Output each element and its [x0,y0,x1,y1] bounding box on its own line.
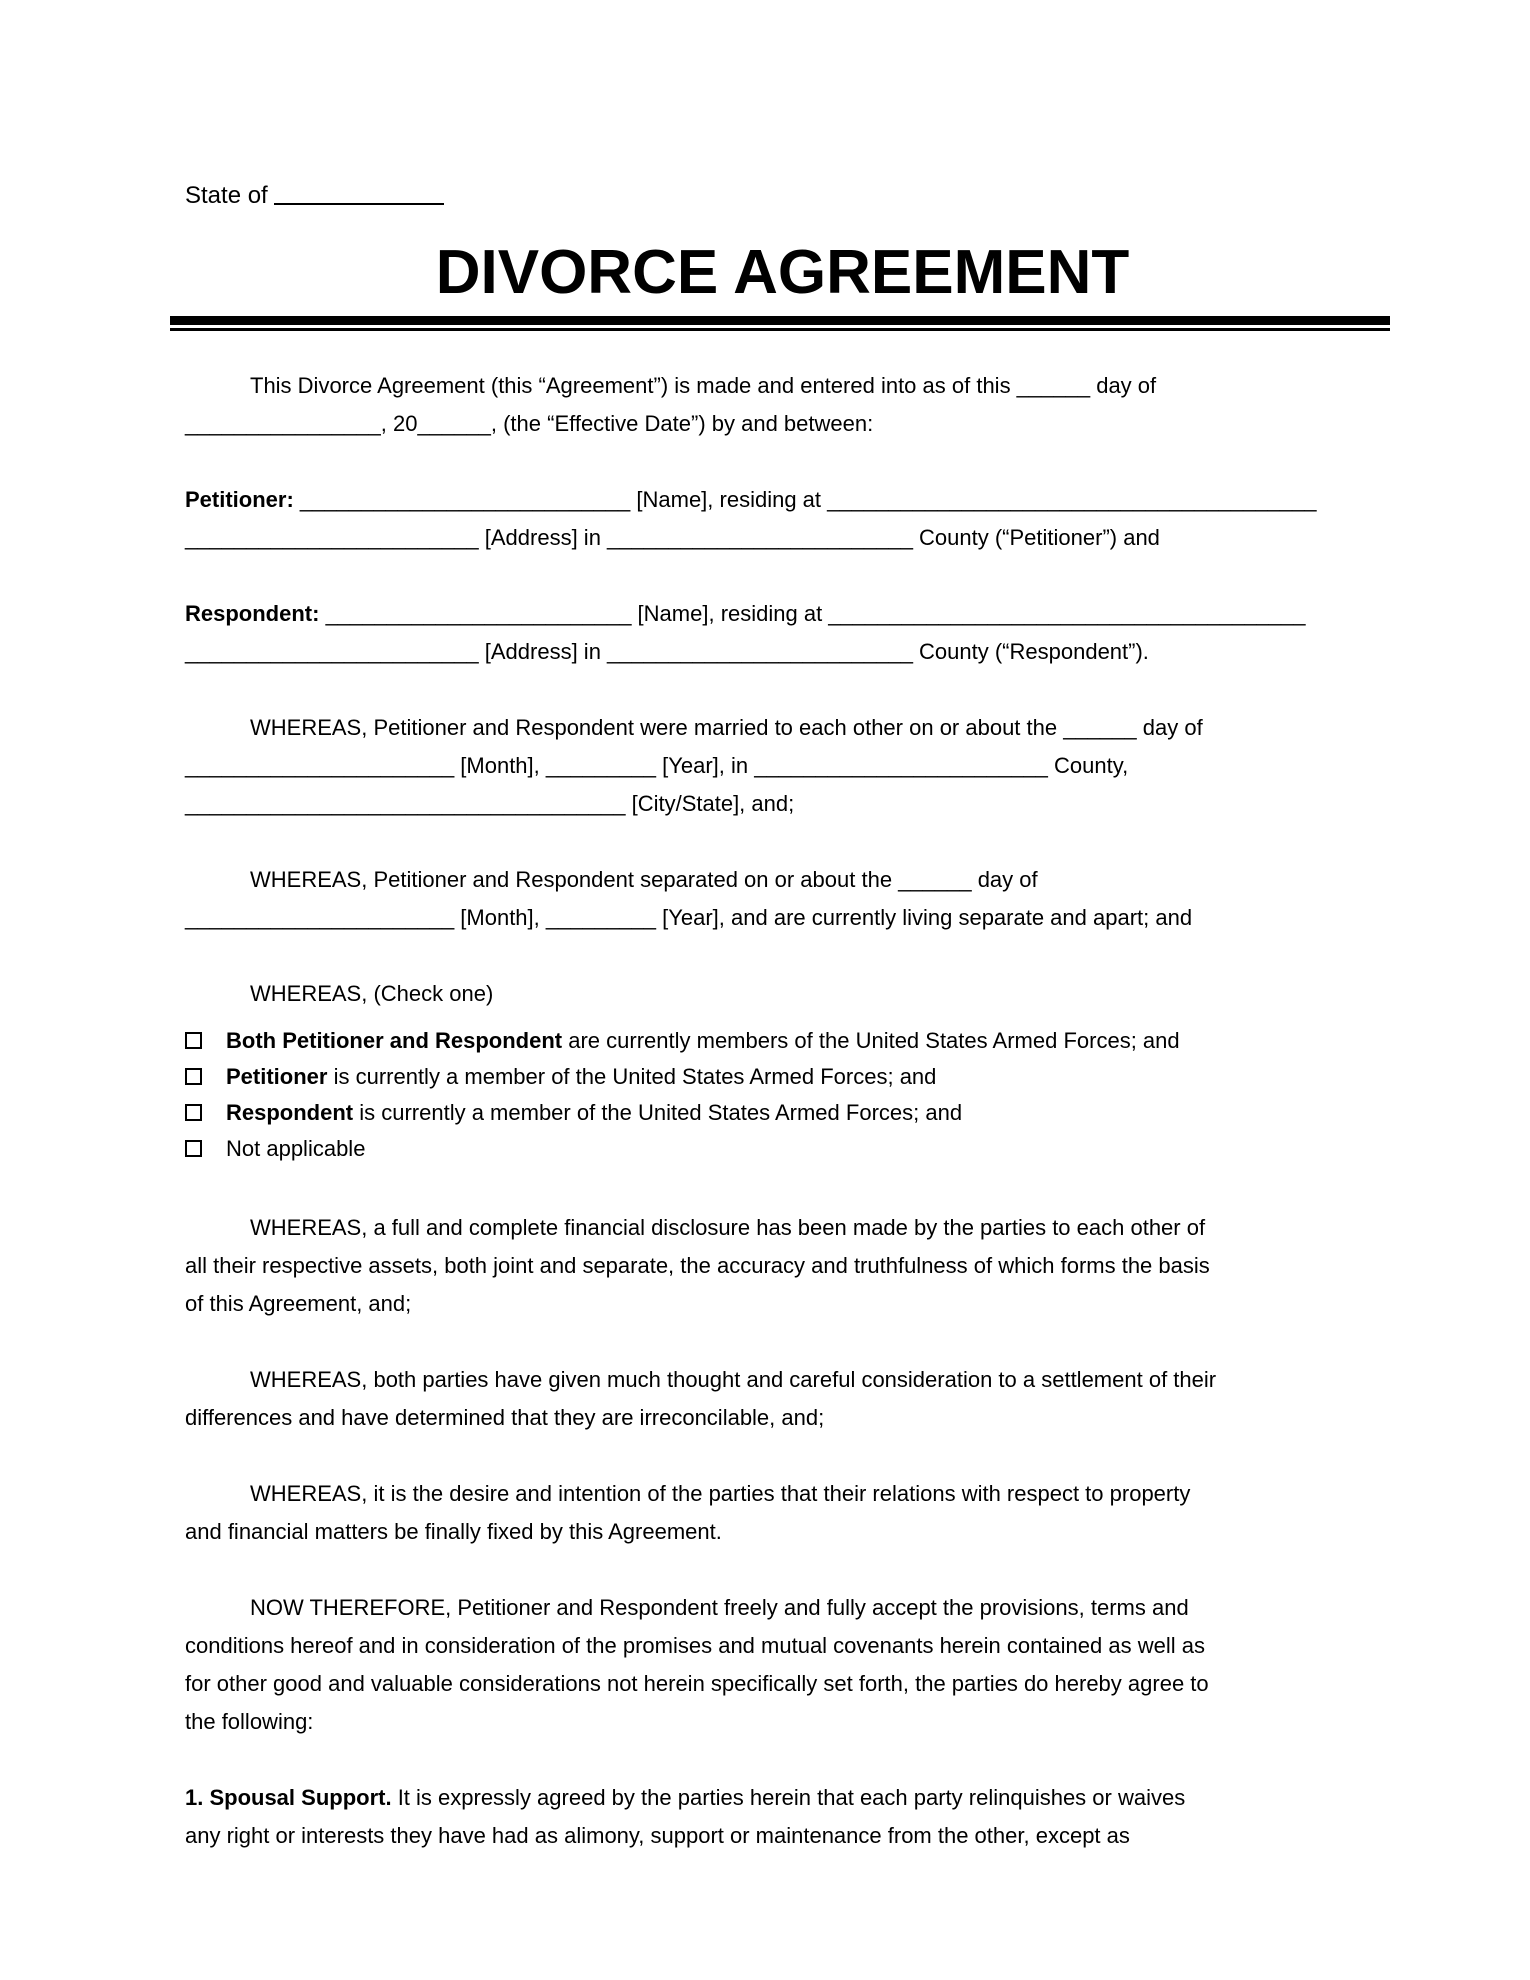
armed-forces-checklist [185,1023,1380,1167]
checkbox[interactable] [185,1140,202,1157]
state-of-line [185,182,1380,238]
text: NOW THEREFORE, Petitioner and Respondent freely and fully accept the provisions, terms and [250,1595,1189,1620]
text-line [185,1817,1380,1855]
spousal-support-section [185,1779,1380,1855]
text-line [185,747,1380,785]
whereas-married-paragraph [185,709,1380,823]
state-of-label: State of [185,182,268,209]
text: and financial matters be finally fixed by this Agreement. [185,1519,722,1544]
text: WHEREAS, Petitioner and Respondent separated on or about the ______ day of [250,867,1038,892]
checkbox[interactable] [185,1032,202,1049]
text-line [185,405,1380,443]
text: ________________________ [Address] in _________________________ County (“Petitioner”) and [185,525,1160,550]
whereas-financial-disclosure-paragraph [185,1209,1380,1323]
text: It is expressly agreed by the parties herein that each party relinquishes or waives [391,1785,1186,1810]
text-line [185,1475,1380,1513]
document-title: DIVORCE AGREEMENT [435,238,1130,307]
bold-text: Respondent [226,1100,354,1125]
text: _________________________ [Name], residing at _______________________________________ [319,601,1306,626]
text-line [185,709,1380,747]
respondent-paragraph [185,595,1380,671]
text-line [185,367,1380,405]
checkbox-item [185,1023,1380,1059]
text: ______________________ [Month], _________ [Year], in ________________________ County, [185,753,1129,778]
text-line [185,481,1380,519]
checkbox-item [185,1095,1380,1131]
text: ________________________ [Address] in _________________________ County (“Respondent”). [185,639,1149,664]
text: of this Agreement, and; [185,1291,412,1316]
text: WHEREAS, (Check one) [250,981,494,1006]
text: ________________, 20______, (the “Effective Date”) by and between: [185,411,874,436]
title-divider-rule [170,316,1390,331]
text-line [185,1513,1380,1551]
text-line [185,1627,1380,1665]
text-line [185,785,1380,823]
now-therefore-paragraph [185,1589,1380,1741]
checkbox[interactable] [185,1104,202,1121]
whereas-separated-paragraph [185,861,1380,937]
text-line [185,861,1380,899]
text: is currently a member of the United States Armed Forces; and [353,1100,963,1125]
petitioner-paragraph [185,481,1380,557]
text-line [185,1703,1380,1741]
checkbox[interactable] [185,1068,202,1085]
text-line [185,595,1380,633]
text-line [185,633,1380,671]
text: This Divorce Agreement (this “Agreement”) is made and entered into as of this ______ day of [250,373,1157,398]
text: ______________________ [Month], _________ [Year], and are currently living separate and apart; and [185,905,1193,930]
bold-text: Respondent: [185,601,320,626]
text-line [185,1209,1380,1247]
text: the following: [185,1709,314,1734]
text-line [185,1247,1380,1285]
text: for other good and valuable considerations not herein specifically set forth, the parties do hereby agree to [185,1671,1209,1696]
text: any right or interests they have had as alimony, support or maintenance from the other, except as [185,1823,1130,1848]
whereas-settlement-paragraph [185,1361,1380,1437]
text-line [185,519,1380,557]
text-line [185,899,1380,937]
text: conditions hereof and in consideration of the promises and mutual covenants herein contained as well as [185,1633,1205,1658]
text-line [185,1665,1380,1703]
text: WHEREAS, it is the desire and intention of the parties that their relations with respect to property [250,1481,1191,1506]
text: ____________________________________ [City/State], and; [185,791,795,816]
text-line [185,1779,1380,1817]
bold-text: Petitioner: [185,487,294,512]
whereas-check-one [185,975,1380,1013]
checkbox-item [185,1059,1380,1095]
text: are currently members of the United States Armed Forces; and [562,1028,1180,1053]
text-line [185,1361,1380,1399]
text: WHEREAS, a full and complete financial disclosure has been made by the parties to each other of [250,1215,1206,1240]
checkbox-item [185,1131,1380,1167]
text: WHEREAS, both parties have given much thought and careful consideration to a settlement of their [250,1367,1217,1392]
text-line [185,1399,1380,1437]
text-line [185,1285,1380,1323]
text-line [185,975,1380,1013]
document-body [185,367,1380,1855]
bold-text: 1. Spousal Support. [185,1785,392,1810]
state-of-blank-field [274,199,444,205]
bold-text: Both Petitioner and Respondent [226,1028,563,1053]
text: WHEREAS, Petitioner and Respondent were married to each other on or about the ______ day of [250,715,1203,740]
intro-paragraph [185,367,1380,443]
whereas-intention-paragraph [185,1475,1380,1551]
text: ___________________________ [Name], residing at ________________________________________ [293,487,1317,512]
bold-text: Petitioner [226,1064,328,1089]
text: Not applicable [226,1136,366,1161]
text: all their respective assets, both joint and separate, the accuracy and truthfulness of which forms the basis [185,1253,1210,1278]
text: is currently a member of the United States Armed Forces; and [327,1064,937,1089]
text-line [185,1589,1380,1627]
text: differences and have determined that they are irreconcilable, and; [185,1405,825,1430]
